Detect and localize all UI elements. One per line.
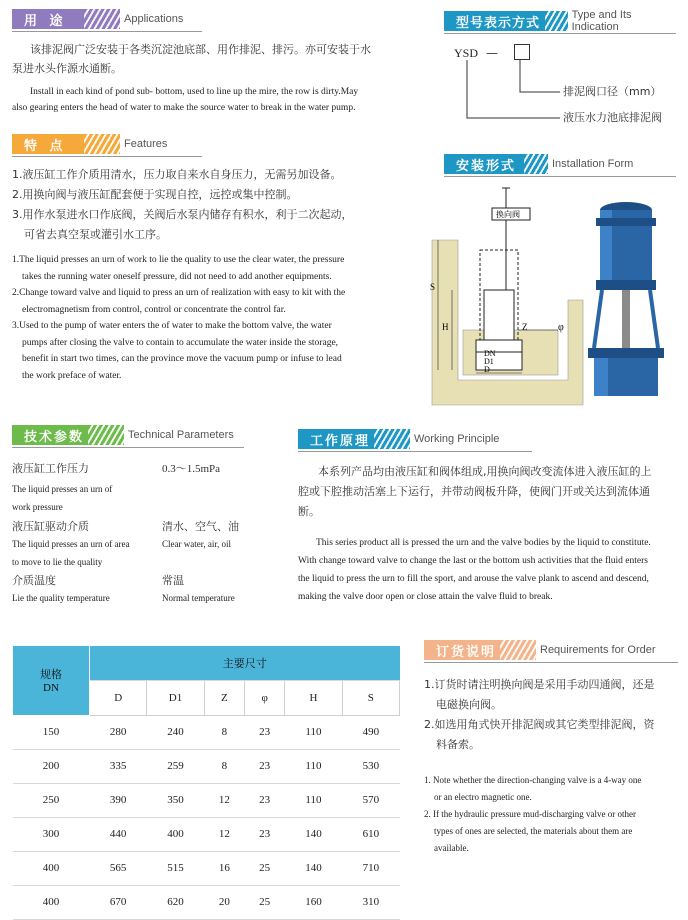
- table-row: [13, 817, 400, 851]
- table-cell: 610: [342, 817, 399, 851]
- param-label-en: The liquid presses an urn of area: [12, 539, 130, 549]
- dn-cell: 400: [13, 851, 90, 885]
- order-line: available.: [434, 843, 469, 853]
- dn-cell: 300: [13, 817, 90, 851]
- type-connector-lines: [440, 56, 580, 126]
- col-header: H: [285, 680, 342, 715]
- feature-line: the work preface of water.: [22, 370, 122, 381]
- param-label-en: work pressure: [12, 502, 63, 512]
- feature-line: pumps after closing the valve to contain to accumulate the water inside the storage,: [22, 337, 339, 348]
- diagram-valve-label: 换向阀: [496, 210, 520, 219]
- table-row: [13, 715, 400, 749]
- feature-line: takes the running water oneself pressure, did not need to add another equipments.: [22, 271, 332, 282]
- dn-cell: 150: [13, 715, 90, 749]
- text-line: With change toward valve to change the last or the bottom ush activities that the fluid enters: [298, 556, 648, 566]
- table-cell: 23: [244, 749, 284, 783]
- type-label-name: 液压水力池底排泥阀: [563, 111, 662, 124]
- param-value-en: Clear water, air, oil: [162, 539, 231, 549]
- type-title-en: Type and Its Indication: [571, 9, 632, 33]
- feature-line: 1.The liquid presses an urn of work to lie the quality to use the clear water, the pressure: [12, 255, 345, 265]
- text-line: also gearing enters the head of water to make the source water to break in the water pump.: [12, 103, 356, 113]
- table-cell: 515: [147, 851, 204, 885]
- header-stripes: [84, 9, 120, 29]
- type-title: 型号表示方式: [444, 11, 551, 31]
- table-cell: 620: [147, 885, 204, 919]
- feature-item: 2.用换向阀与液压缸配套便于实现自控，远控或集中控制。: [12, 188, 298, 201]
- param-label: 液压缸工作压力: [12, 462, 89, 475]
- order-line: 1. Note whether the direction-changing valve is a 4-way one: [424, 775, 642, 785]
- table-row: [13, 783, 400, 817]
- features-list-en: [12, 252, 407, 384]
- header-stripes: [500, 640, 536, 660]
- diagram-d-label: D: [484, 365, 490, 374]
- diagram-h-label: H: [442, 322, 449, 332]
- spec-label-dn: DN: [43, 682, 59, 695]
- order-item: 2.如选用角式快开排泥阀或其它类型排泥阀，资: [424, 718, 655, 731]
- col-header: S: [342, 680, 399, 715]
- text-line: 泵进水头作源水通断。: [12, 62, 122, 75]
- features-title-en: Features: [124, 138, 168, 150]
- table-cell: 350: [147, 783, 204, 817]
- order-line: or an electro magnetic one.: [434, 792, 532, 802]
- applications-header: [12, 8, 202, 30]
- col-header: D1: [147, 680, 204, 715]
- header-stripes: [88, 425, 124, 445]
- table-cell: 565: [90, 851, 147, 885]
- table-row: [13, 749, 400, 783]
- order-item: 料备索。: [436, 738, 480, 751]
- header-stripes: [545, 11, 568, 31]
- table-cell: 16: [204, 851, 244, 885]
- features-list-cn: [12, 165, 412, 245]
- installation-title: 安装形式: [444, 154, 530, 174]
- order-item: 1.订货时请注明换向阀是采用手动四通阀，还是: [424, 678, 655, 691]
- table-cell: 140: [285, 851, 342, 885]
- table-cell: 280: [90, 715, 147, 749]
- table-cell: 670: [90, 885, 147, 919]
- param-label: 液压缸驱动介质: [12, 520, 89, 533]
- feature-item: 3.用作水泵进水口作底阀，关阀后水泵内储存有积水，利于二次起动，: [12, 208, 353, 221]
- table-cell: 140: [285, 817, 342, 851]
- text-line: Install in each kind of pond sub- bottom, used to line up the mire, the row is dirty.May: [30, 87, 359, 97]
- text-line: 该排泥阀广泛安装于各类沉淀池底部、用作排泥、排污。亦可安装于水: [30, 43, 371, 56]
- header-stripes: [374, 429, 410, 449]
- table-cell: 335: [90, 749, 147, 783]
- ordering-list-cn: [424, 675, 679, 755]
- table-cell: 12: [204, 783, 244, 817]
- working-title-en: Working Principle: [414, 433, 500, 445]
- text-line: the liquid to press the urn to fill the sport, and arouse the valve plank to ascend and descend,: [298, 574, 649, 584]
- working-text-cn: [298, 462, 683, 522]
- ordering-title-en: Requirements for Order: [540, 644, 656, 656]
- dimensions-table: [12, 645, 400, 920]
- table-row: [13, 885, 400, 919]
- param-value: 0.3～1.5mPa: [162, 463, 221, 475]
- installation-diagram: [418, 180, 588, 410]
- param-value-en: Normal temperature: [162, 593, 235, 603]
- table-cell: 710: [342, 851, 399, 885]
- type-dash: —: [486, 46, 498, 60]
- table-cell: 110: [285, 715, 342, 749]
- applications-text-en: [12, 84, 412, 116]
- col-header: D: [90, 680, 147, 715]
- param-value: 常温: [162, 574, 184, 587]
- order-line: types of ones are selected, the materials about them are: [434, 826, 633, 836]
- table-cell: 23: [244, 817, 284, 851]
- main-dimensions-header: 主要尺寸: [90, 646, 400, 681]
- order-item: 电磁换向阀。: [436, 698, 502, 711]
- technical-title-en: Technical Parameters: [128, 429, 234, 441]
- table-cell: 390: [90, 783, 147, 817]
- table-cell: 440: [90, 817, 147, 851]
- table-cell: 490: [342, 715, 399, 749]
- param-label-en: to move to lie the quality: [12, 557, 103, 567]
- diagram-dn-label: DN: [484, 349, 496, 358]
- table-cell: 160: [285, 885, 342, 919]
- feature-item: 1.液压缸工作介质用清水，压力取自来水自身压力，无需另加设备。: [12, 168, 342, 181]
- table-cell: 25: [244, 885, 284, 919]
- diagram-s-label: S: [430, 282, 436, 292]
- table-cell: 259: [147, 749, 204, 783]
- product-photo: [586, 198, 678, 408]
- table-cell: 25: [244, 851, 284, 885]
- param-label-en: The liquid presses an urn of: [12, 484, 113, 494]
- diagram-z-label: Z: [522, 322, 528, 332]
- text-line: 腔或下腔推动活塞上下运行，并带动阀板升降，使阀门开或关达到流体通: [298, 485, 650, 498]
- feature-line: electromagnetism from control, control or concentrate the control far.: [22, 304, 286, 315]
- text-line: 断。: [298, 505, 320, 518]
- ordering-title: 订货说明: [424, 640, 506, 660]
- table-cell: 110: [285, 783, 342, 817]
- table-cell: 20: [204, 885, 244, 919]
- feature-line: benefit in start two times, can the province move the vacuum pump or infuse to lead: [22, 354, 342, 364]
- table-cell: 110: [285, 749, 342, 783]
- dn-cell: 250: [13, 783, 90, 817]
- technical-title: 技术参数: [12, 425, 94, 445]
- text-line: 本系列产品均由液压缸和阀体组成,用换向阀改变流体进入液压缸的上: [318, 465, 652, 478]
- diagram-phi-label: φ: [558, 322, 564, 333]
- working-text-en: [298, 534, 683, 606]
- type-label-diameter: 排泥阀口径（mm）: [563, 85, 662, 98]
- features-title: 特 点: [12, 134, 90, 154]
- type-header: [444, 10, 676, 32]
- working-header: [298, 428, 532, 450]
- param-label: 介质温度: [12, 574, 56, 587]
- ordering-list-en: [424, 772, 679, 857]
- header-stripes: [84, 134, 120, 154]
- spec-header: [13, 646, 90, 716]
- table-row: [13, 851, 400, 885]
- text-line: This series product all is pressed the urn and the valve bodies by the liquid to constitute.: [316, 538, 651, 548]
- text-line: making the valve door open or close attain the valve fluid to break.: [298, 592, 553, 602]
- installation-header: [444, 153, 676, 175]
- applications-title-en: Applications: [124, 13, 184, 25]
- feature-item: 可省去真空泵或灌引水工序。: [24, 228, 167, 241]
- feature-line: 3.Used to the pump of water enters the of water to make the bottom valve, the water: [12, 321, 332, 331]
- working-title: 工作原理: [298, 429, 380, 449]
- col-header: φ: [244, 680, 284, 715]
- table-cell: 8: [204, 749, 244, 783]
- table-cell: 23: [244, 783, 284, 817]
- table-cell: 310: [342, 885, 399, 919]
- ordering-header: [424, 639, 678, 661]
- applications-text-cn: [12, 40, 415, 78]
- table-cell: 530: [342, 749, 399, 783]
- header-stripes: [524, 154, 548, 174]
- feature-line: 2.Change toward valve and liquid to press an urn of realization with easy to kit with the: [12, 288, 346, 298]
- technical-header: [12, 424, 244, 446]
- table-cell: 12: [204, 817, 244, 851]
- dn-cell: 200: [13, 749, 90, 783]
- dn-cell: 400: [13, 885, 90, 919]
- spec-label: 规格: [40, 668, 62, 682]
- order-line: 2. If the hydraulic pressure mud-discharging valve or other: [424, 809, 637, 819]
- type-code: YSD: [454, 46, 479, 60]
- diagram-d1-label: D1: [484, 357, 494, 366]
- table-cell: 240: [147, 715, 204, 749]
- features-header: [12, 133, 202, 155]
- installation-title-en: Installation Form: [552, 158, 634, 170]
- applications-title: 用 途: [12, 9, 90, 29]
- col-header: Z: [204, 680, 244, 715]
- param-label-en: Lie the quality temperature: [12, 593, 110, 603]
- param-value: 清水、空气、油: [162, 520, 239, 533]
- table-cell: 400: [147, 817, 204, 851]
- table-cell: 23: [244, 715, 284, 749]
- table-cell: 570: [342, 783, 399, 817]
- table-cell: 8: [204, 715, 244, 749]
